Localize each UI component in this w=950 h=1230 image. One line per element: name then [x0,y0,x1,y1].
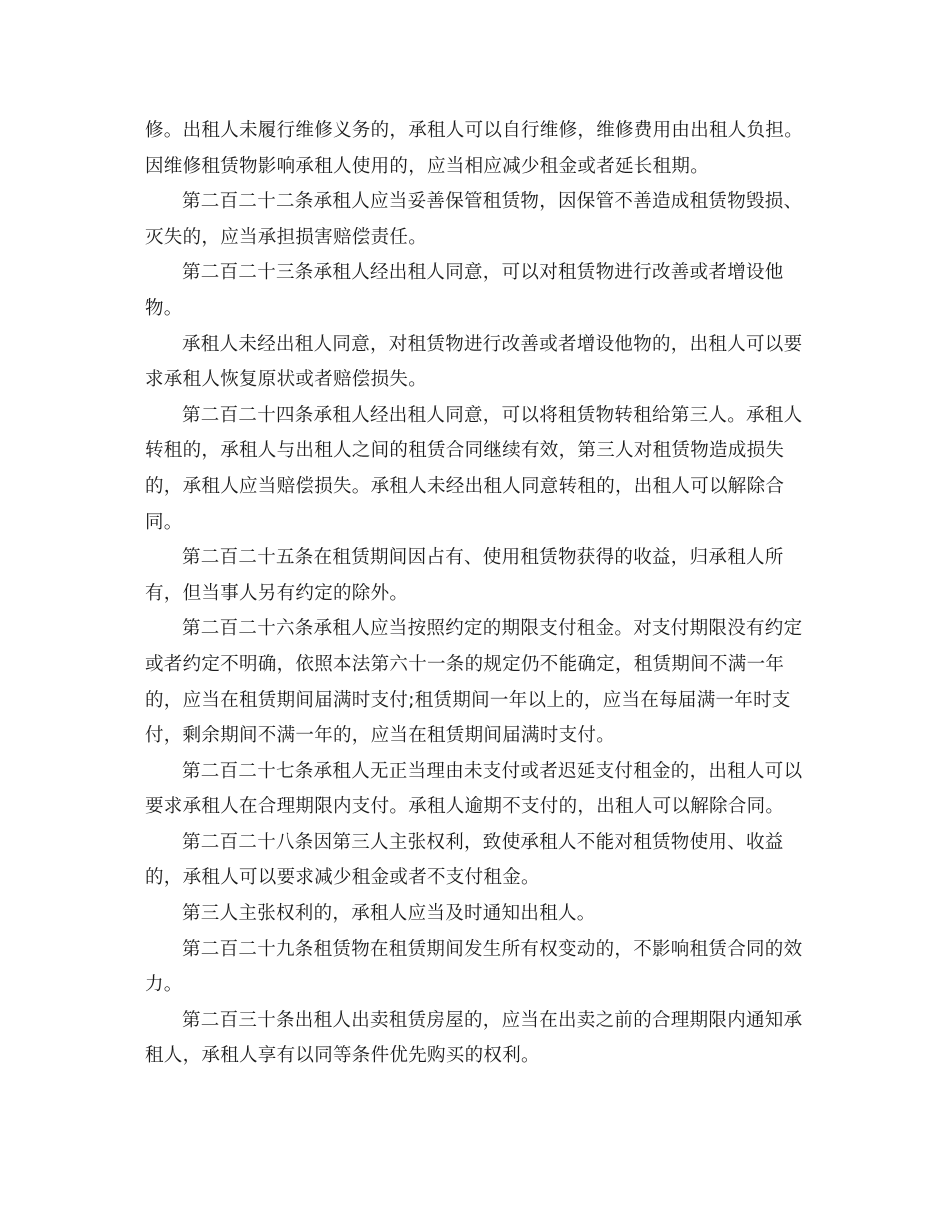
paragraph-article-224: 第二百二十四条承租人经出租人同意，可以将租赁物转租给第三人。承租人转租的，承租人与出租人之间的租赁合同继续有效，第三人对租赁物造成损失的，承租人应当赔偿损失。承租人未经出租人同意转租的，出租人可以解除合同。 [145,404,803,533]
paragraph-article-229: 第二百二十九条租赁物在租赁期间发生所有权变动的，不影响租赁合同的效力。 [145,938,803,996]
paragraph-article-225: 第二百二十五条在租赁期间因占有、使用租赁物获得的收益，归承租人所有，但当事人另有约定的除外。 [145,547,784,604]
paragraph-article-230: 第二百三十条出租人出卖租赁房屋的，应当在出卖之前的合理期限内通知承租人，承租人享有以同等条件优先购买的权利。 [145,1009,803,1067]
paragraph-continuation: 修。出租人未履行维修义务的，承租人可以自行维修，维修费用由出租人负担。因维修租赁物影响承租人使用的，应当相应减少租金或者延长租期。 [145,120,804,177]
paragraph-article-228-clause-2: 第三人主张权利的，承租人应当及时通知出租人。 [182,903,596,925]
paragraph-article-223-clause-2: 承租人未经出租人同意，对租赁物进行改善或者增设他物的，出租人可以要求承租人恢复原状或者赔偿损失。 [145,333,803,391]
paragraph-article-228: 第二百二十八条因第三人主张权利，致使承租人不能对租赁物使用、收益的，承租人可以要求减少租金或者不支付租金。 [145,831,784,889]
paragraph-article-222: 第二百二十二条承租人应当妥善保管租赁物，因保管不善造成租赁物毁损、灭失的，应当承担损害赔偿责任。 [145,191,803,248]
document-body [145,113,805,1074]
paragraph-article-226: 第二百二十六条承租人应当按照约定的期限支付租金。对支付期限没有约定或者约定不明确，依照本法第六十一条的规定仍不能确定，租赁期间不满一年的，应当在租赁期间届满时支付;租赁期间一年以上的，应当在每届满一年时支付，剩余期间不满一年的，应当在租赁期间届满时支付。 [145,618,803,747]
paragraph-article-227: 第二百二十七条承租人无正当理由未支付或者迟延支付租金的，出租人可以要求承租人在合理期限内支付。承租人逾期不支付的，出租人可以解除合同。 [145,760,803,818]
paragraph-article-223: 第二百二十三条承租人经出租人同意，可以对租赁物进行改善或者增设他物。 [145,262,784,319]
